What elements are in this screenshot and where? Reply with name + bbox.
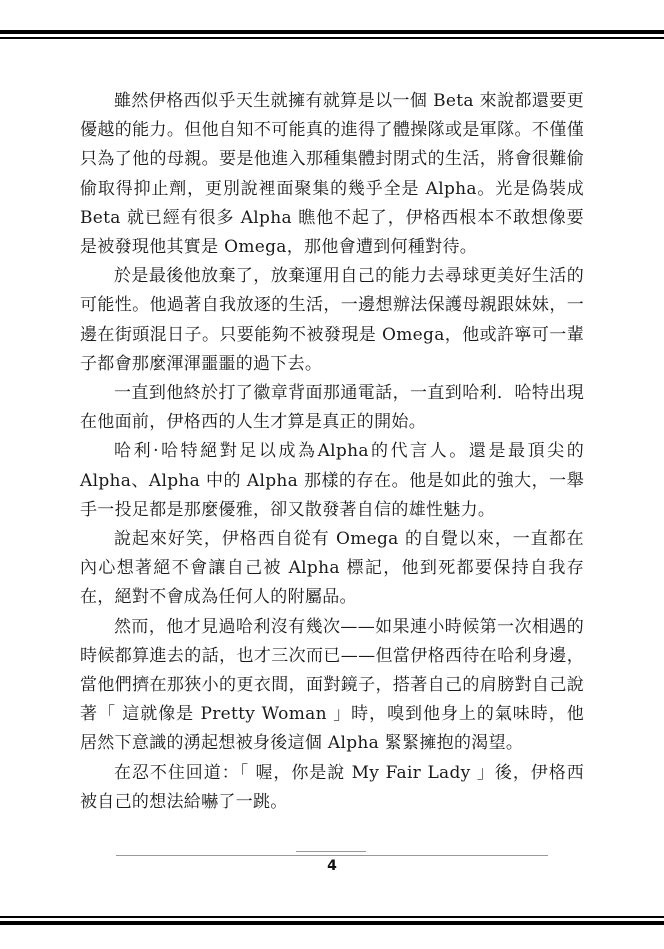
footer-divider: [116, 855, 548, 856]
paragraph-5: 說起來好笑，伊格西自從有 Omega 的自覺以來，一直都在內心想著絕不會讓自己被 Alpha 標記，他到死都要保持自我存在，絕對不會成為任何人的附屬品。: [80, 529, 584, 608]
page-number: 4: [327, 858, 337, 874]
footer-rule-thin: [0, 916, 664, 918]
paragraph-4: 哈利·哈特絕對足以成為Alpha的代言人。還是最頂尖的Alpha、Alpha 中的 Alpha 那樣的存在。他是如此的強大，一舉手一投足都是那麼優雅，卻又散發著自信的雄性魅力。: [80, 441, 584, 520]
paragraph-6: 然而，他才見過哈利沒有幾次——如果連小時候第一次相遇的時候都算進去的話，也才三次而已——但當伊格西待在哈利身邊，當他們擠在那狹小的更衣間，面對鏡子，搭著自己的肩膀對自己說著「 這就像是 Pretty Woman 」時，嗅到他身上的氣味時，他居然下意識的湧起想被身後這個 Alpha 緊緊擁抱的渴望。: [80, 616, 584, 754]
document-body: [80, 87, 584, 817]
paragraph-7: 在忍不住回道：「 喔，你是說 My Fair Lady 」後，伊格西被自己的想法給嚇了一跳。: [80, 762, 584, 812]
header-rule-thick: [0, 30, 664, 34]
paragraph-1: 雖然伊格西似乎天生就擁有就算是以一個 Beta 來說都還要更優越的能力。但他自知不可能真的進得了體操隊或是軍隊。不僅僅只為了他的母親。要是他進入那種集體封閉式的生活，將會很難偷偷取得抑止劑，更別說裡面聚集的幾乎全是 Alpha。光是偽裝成 Beta 就已經有很多 Alpha 瞧他不起了，伊格西根本不敢想像要是被發現他其實是 Omega，那他會遭到何種對待。: [80, 91, 584, 258]
footer-divider-short: [296, 851, 366, 852]
footer-rule-thick: [0, 921, 664, 925]
paragraph-3: 一直到他終於打了徽章背面那通電話，一直到哈利．哈特出現在他面前，伊格西的人生才算是真正的開始。: [80, 383, 584, 433]
header-rule-thin: [0, 37, 664, 39]
paragraph-2: 於是最後他放棄了，放棄運用自己的能力去尋球更美好生活的可能性。他過著自我放逐的生活，一邊想辦法保護母親跟妹妹，一邊在街頭混日子。只要能夠不被發現是 Omega，他或許寧可一輩子都會那麼渾渾噩噩的過下去。: [80, 266, 584, 374]
